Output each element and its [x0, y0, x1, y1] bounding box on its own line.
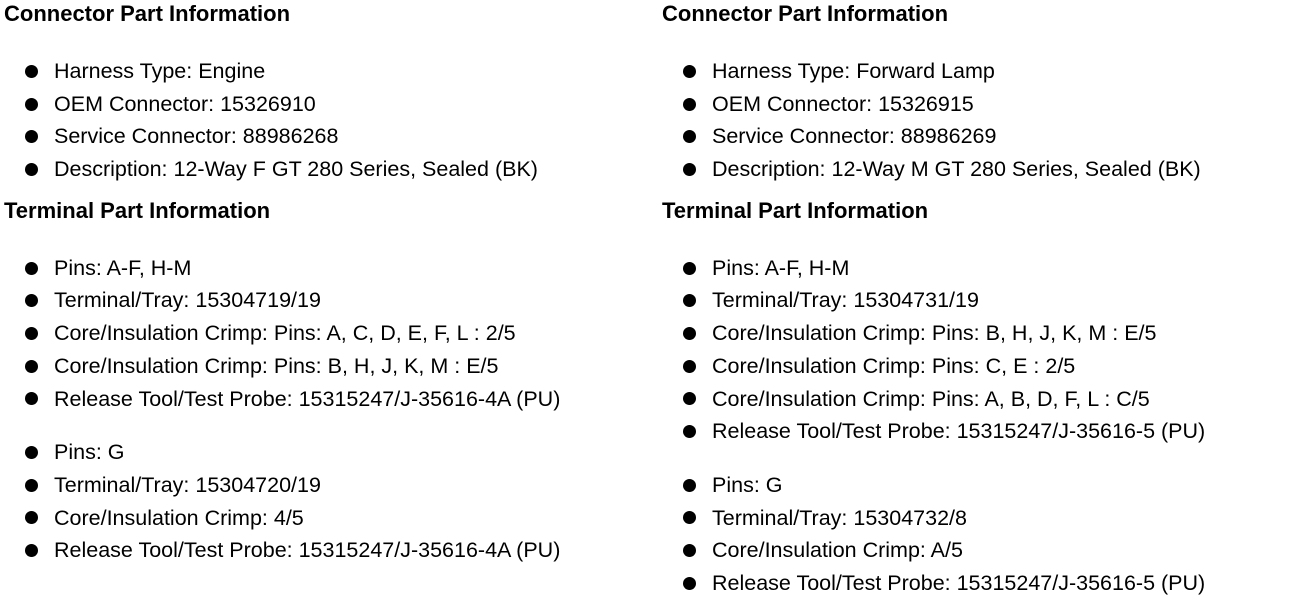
bullet-icon: [683, 65, 696, 78]
list-item-text: Release Tool/Test Probe: 15315247/J-35616-4A (PU): [54, 386, 561, 411]
list-item-text: Terminal/Tray: 15304719/19: [54, 288, 321, 313]
list-item-text: Harness Type: Engine: [54, 59, 266, 83]
list-item: [662, 252, 1308, 285]
terminal-group-2-list: [4, 436, 654, 567]
bullet-icon: [25, 392, 38, 405]
bullet-icon: [25, 446, 38, 459]
bullet-icon: [25, 544, 38, 557]
bullet-icon: [683, 392, 696, 405]
list-item-text: OEM Connector: 15326915: [712, 91, 974, 116]
list-item-text: Release Tool/Test Probe: 15315247/J-35616-5 (PU): [712, 419, 1206, 444]
list-item-text: Pins: A-F, H-M: [54, 255, 192, 280]
list-item: [4, 153, 654, 186]
list-item-text: Harness Type: Forward Lamp: [712, 59, 995, 83]
bullet-icon: [25, 479, 38, 492]
connector-part-heading: Connector Part Information: [662, 1, 949, 26]
list-item: [662, 502, 1308, 535]
list-item-text: Service Connector: 88986269: [712, 124, 997, 149]
bullet-icon: [683, 294, 696, 307]
connector-part-list: [4, 55, 654, 186]
list-item-text: Core/Insulation Crimp: Pins: A, B, D, F, L : C/5: [712, 386, 1150, 411]
connector-part-heading: Connector Part Information: [4, 1, 291, 26]
list-item: [4, 469, 654, 502]
list-item: [4, 284, 654, 317]
left-connector-column: [4, 0, 654, 567]
list-item: [662, 383, 1308, 416]
list-item: [662, 88, 1308, 121]
list-item-text: Terminal/Tray: 15304731/19: [712, 288, 979, 313]
connector-part-list: [662, 55, 1308, 186]
list-item-text: Service Connector: 88986268: [54, 124, 339, 149]
list-item-text: Terminal/Tray: 15304720/19: [54, 472, 321, 497]
bullet-icon: [25, 511, 38, 524]
terminal-part-heading: Terminal Part Information: [4, 197, 271, 223]
list-item: [4, 55, 654, 88]
list-item-text: OEM Connector: 15326910: [54, 91, 316, 116]
list-item: [4, 502, 654, 535]
list-item: [4, 252, 654, 285]
bullet-icon: [683, 479, 696, 492]
bullet-icon: [683, 425, 696, 438]
list-item-text: Pins: G: [54, 440, 125, 465]
list-item-text: Pins: A-F, H-M: [712, 255, 850, 280]
bullet-icon: [683, 163, 696, 176]
list-item: [662, 120, 1308, 153]
list-item-text: Core/Insulation Crimp: A/5: [712, 538, 963, 563]
terminal-part-heading: Terminal Part Information: [662, 197, 929, 223]
list-item-text: Release Tool/Test Probe: 15315247/J-35616-4A (PU): [54, 538, 561, 563]
bullet-icon: [25, 262, 38, 275]
terminal-group-1-list: [662, 252, 1308, 448]
terminal-group-2-list: [662, 469, 1308, 600]
list-item: [4, 88, 654, 121]
bullet-icon: [25, 98, 38, 111]
list-item-text: Core/Insulation Crimp: Pins: A, C, D, E, F, L : 2/5: [54, 321, 516, 346]
list-item: [4, 350, 654, 383]
list-item-text: Pins: G: [712, 472, 783, 497]
bullet-icon: [683, 577, 696, 590]
list-item-text: Release Tool/Test Probe: 15315247/J-35616-5 (PU): [712, 570, 1206, 595]
list-item: [662, 567, 1308, 600]
list-item: [662, 317, 1308, 350]
list-item: [4, 317, 654, 350]
bullet-icon: [683, 544, 696, 557]
list-item-text: Core/Insulation Crimp: Pins: C, E : 2/5: [712, 353, 1076, 378]
list-item-text: Description: 12-Way M GT 280 Series, Sealed (BK): [712, 157, 1201, 182]
list-item: [662, 153, 1308, 186]
list-item: [662, 534, 1308, 567]
list-item: [662, 284, 1308, 317]
bullet-icon: [25, 65, 38, 78]
list-item-text: Terminal/Tray: 15304732/8: [712, 505, 967, 530]
terminal-group-1-list: [4, 252, 654, 415]
list-item-text: Description: 12-Way F GT 280 Series, Sealed (BK): [54, 157, 538, 182]
bullet-icon: [25, 294, 38, 307]
list-item: [662, 415, 1308, 448]
bullet-icon: [25, 130, 38, 143]
right-connector-column: [662, 0, 1308, 600]
bullet-icon: [25, 327, 38, 340]
bullet-icon: [25, 163, 38, 176]
list-item: [4, 120, 654, 153]
bullet-icon: [683, 327, 696, 340]
list-item: [4, 383, 654, 416]
list-item: [4, 534, 654, 567]
bullet-icon: [683, 98, 696, 111]
list-item: [662, 350, 1308, 383]
bullet-icon: [25, 360, 38, 373]
list-item-text: Core/Insulation Crimp: 4/5: [54, 505, 304, 530]
list-item: [662, 55, 1308, 88]
bullet-icon: [683, 360, 696, 373]
list-item: [4, 436, 654, 469]
bullet-icon: [683, 511, 696, 524]
list-item-text: Core/Insulation Crimp: Pins: B, H, J, K, M : E/5: [54, 353, 499, 378]
list-item: [662, 469, 1308, 502]
bullet-icon: [683, 130, 696, 143]
list-item-text: Core/Insulation Crimp: Pins: B, H, J, K, M : E/5: [712, 321, 1157, 346]
bullet-icon: [683, 262, 696, 275]
